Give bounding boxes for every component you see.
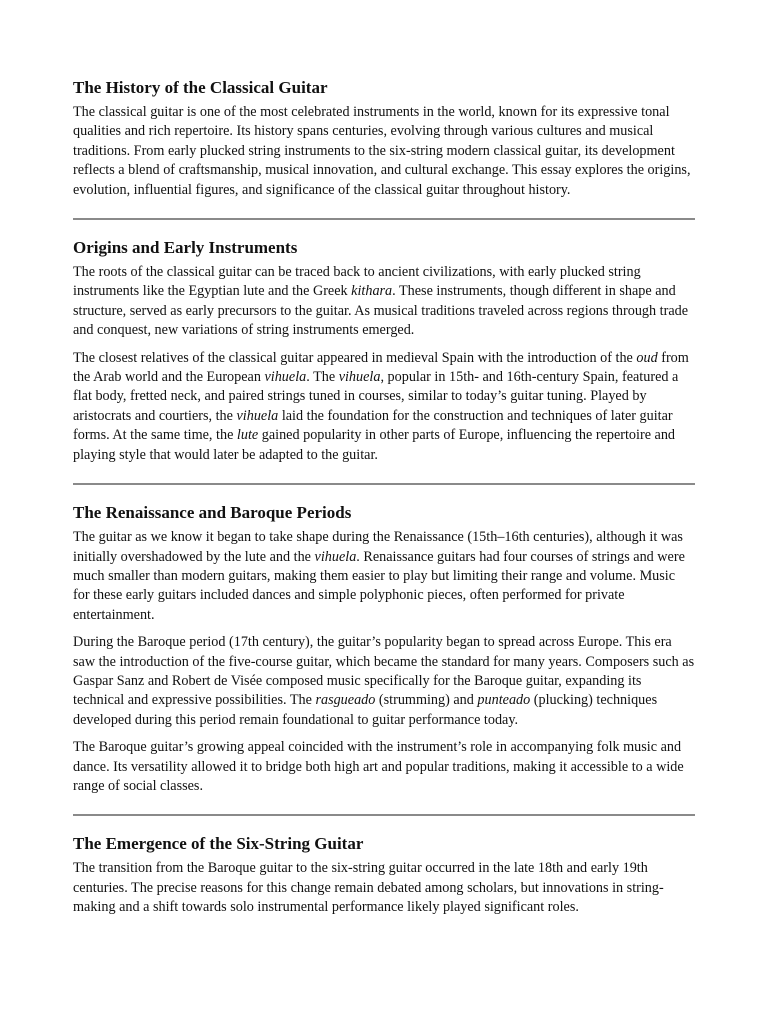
- italic-term: vihuela: [264, 369, 307, 386]
- italic-term: lute: [236, 427, 259, 444]
- italic-term: vihuela: [338, 369, 381, 386]
- section-title: Origins and Early Instruments: [73, 238, 298, 258]
- italic-term: kithara: [351, 283, 393, 300]
- text-run: The classical guitar is one of the most celebrated instruments in the world, known for its expressive tonal qualities and rich repertoire. Its history spans centuries, evolving through various cultures and musical traditions. From early plucked string instruments to the six-string modern classical guitar, its development reflects a blend of craftsmanship, musical innovation, and cultural exchange. This essay explores the origins, evolution, influential figures, and significance of the classical guitar throughout history.: [73, 104, 691, 198]
- paragraph: [73, 349, 695, 465]
- section-divider: [73, 814, 695, 816]
- paragraph: [73, 528, 695, 625]
- section-divider: [73, 218, 695, 220]
- italic-term: vihuela: [314, 548, 357, 565]
- section-renaissance-baroque: [73, 503, 695, 796]
- text-run: , popular in 15th- and 16th-century Spain, featured a flat body, fretted neck, and paired strings tuned in courses, similar to today’s guitar tuning. Played by aristocrats and courtiers, the: [73, 369, 679, 424]
- section-title: The Emergence of the Six-String Guitar: [73, 834, 364, 854]
- paragraph: [73, 633, 695, 730]
- paragraph: [73, 859, 695, 917]
- text-run: from the Arab world and the European: [73, 349, 689, 386]
- text-run: laid the foundation for the construction and techniques of later guitar forms. At the same time, the: [73, 407, 673, 444]
- text-run: gained popularity in other parts of Europe, influencing the repertoire and playing style that would later be adapted to the guitar.: [73, 427, 676, 463]
- section-origins: [73, 238, 695, 465]
- section-six-string: [73, 834, 695, 917]
- section-divider: [73, 483, 695, 485]
- paragraph: [73, 103, 695, 200]
- text-run: . Renaissance guitars had four courses of strings and were much smaller than modern guitars, making them easier to play but limiting their range and volume. Music for these early guitars included dances and simple polyphonic pieces, often performed for private entertainment.: [73, 548, 685, 623]
- italic-term: punteado: [477, 692, 531, 709]
- document-page: [73, 78, 695, 926]
- text-run: (plucking) techniques developed during this period remain foundational to guitar performance today.: [73, 692, 658, 728]
- paragraph: [73, 263, 695, 341]
- italic-term: oud: [636, 349, 658, 366]
- text-run: The transition from the Baroque guitar to the six-string guitar occurred in the late 18th and early 19th centuries. The precise reasons for this change remain debated among scholars, but innovations in string-making and a shift towards solo instrumental performance likely played significant roles.: [73, 860, 664, 916]
- text-run: The closest relatives of the classical guitar appeared in medieval Spain with the introduction of the: [73, 349, 637, 366]
- section-history: [73, 78, 695, 200]
- text-run: . These instruments, though different in shape and structure, served as early precursors to the guitar. As musical traditions traveled across regions through trade and conquest, new variations of string instruments emerged.: [73, 283, 689, 339]
- text-run: (strumming) and: [375, 692, 478, 709]
- section-title: The Renaissance and Baroque Periods: [73, 503, 352, 523]
- section-title: The History of the Classical Guitar: [73, 78, 328, 97]
- text-run: The roots of the classical guitar can be traced back to ancient civilizations, with early plucked string instruments like the Egyptian lute and the Greek: [73, 264, 641, 300]
- text-run: The Baroque guitar’s growing appeal coincided with the instrument’s role in accompanying folk music and dance. Its versatility allowed it to bridge both high art and popular traditions, making it accessible to a wide range of social classes.: [73, 739, 684, 794]
- text-run: The guitar as we know it began to take shape during the Renaissance (15th–16th centuries), although it was initially overshadowed by the lute and the: [73, 529, 683, 565]
- italic-term: vihuela: [236, 407, 279, 424]
- text-run: During the Baroque period (17th century), the guitar’s popularity began to spread across Europe. This era saw the introduction of the five-course guitar, which became the standard for many years. Composers such as Gaspar Sanz and Robert de Visée composed music specifically for the Baroque guitar, expanding its technical and expressive possibilities. The: [73, 634, 695, 709]
- italic-term: rasgueado: [315, 692, 376, 709]
- text-run: . The: [306, 369, 339, 386]
- paragraph: [73, 738, 695, 796]
